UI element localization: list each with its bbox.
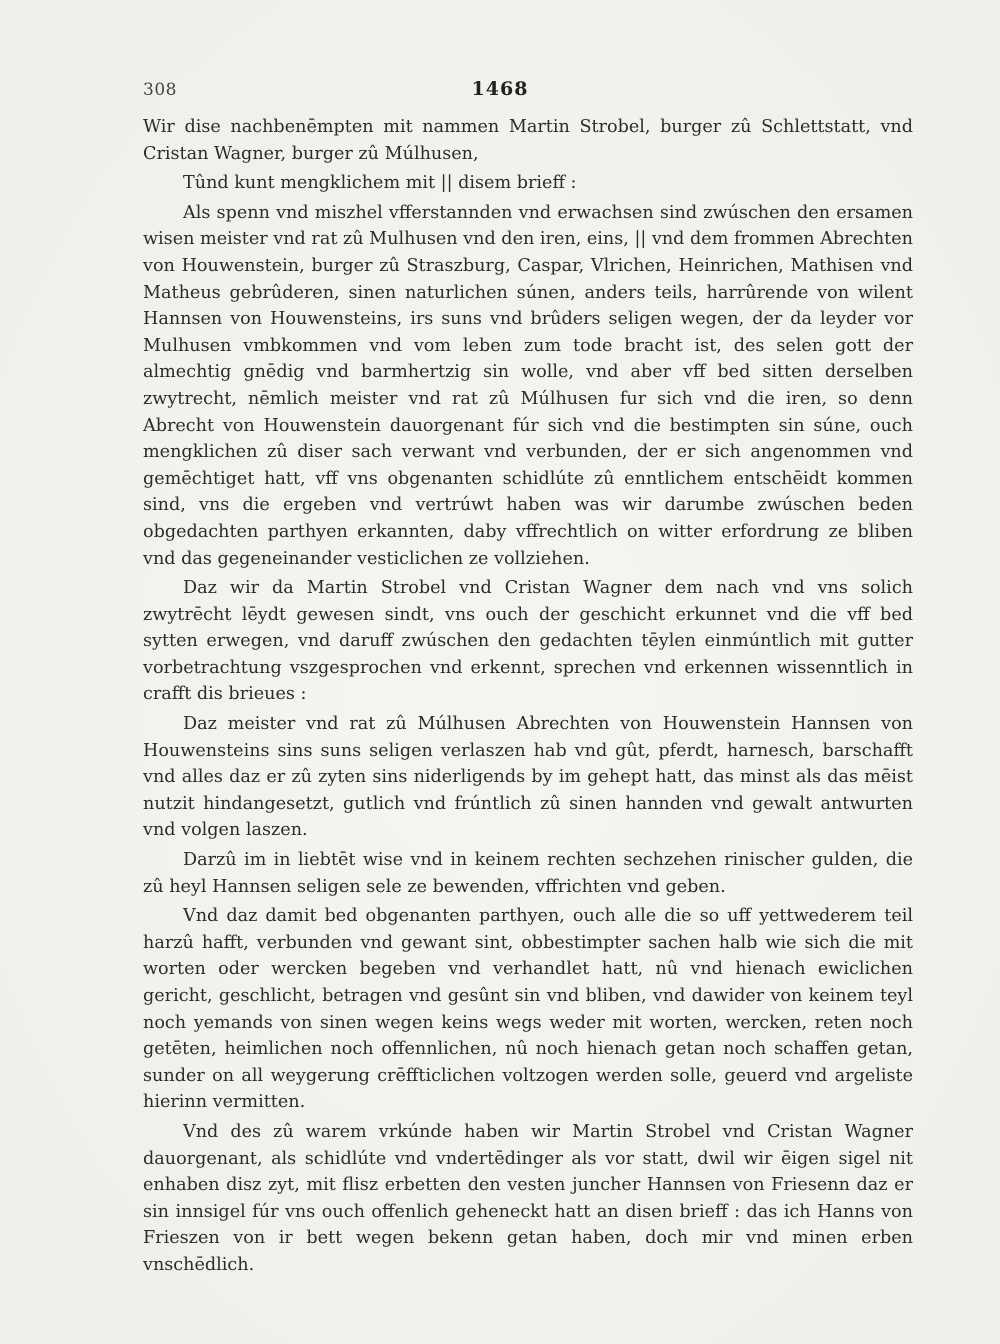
page-number: 308 bbox=[143, 80, 177, 100]
body-text bbox=[143, 114, 913, 1279]
paragraph-declaration: Tûnd kunt mengklichem mit || disem brieff : bbox=[183, 173, 577, 194]
paragraph-settlement: Vnd daz damit bed obgenanten parthyen, ouch alle die so uff yettwederem teil harzû hafft, verbunden vnd gewant sint, obbestimpter sachen halb wie sich die mit worten oder wercken begeben vnd verhandlet hatt, nû vnd hienach ewiclichen gericht, geschlicht, betragen vnd gesûnt sin vnd bliben, vnd dawider von keinem teyl noch yemands von sinen wegen keins wegs weder mit worten, wercken, reten noch getēten, heimlichen noch offennlichen, nû noch hienach getan noch schaffen getan, sunder on all weygerung crēffticlichen voltzogen werden solle, geuerd vnd argeliste hierinn vermitten. bbox=[143, 906, 913, 1113]
paragraph-dispute: Als spenn vnd miszhel vfferstannden vnd erwachsen sind zwúschen den ersamen wisen meister vnd rat zû Mulhusen vnd den iren, eins, || vnd dem frommen Abrechten von Houwenstein, burger zû Straszburg, Caspar, Vlrichen, Heinrichen, Mathisen vnd Matheus gebrûderen, sinen naturlichen súnen, anders teils, harrûrende von wilent Hannsen von Houwensteins, irs suns vnd brûders seligen wegen, der da leyder vor Mulhusen vmbkommen vnd vom leben zum tode bracht ist, des selen gott der almechtig gnēdig vnd barmhertzig sin wolle, vnd aber vff bed sitten derselben zwytrecht, nēmlich meister vnd rat zû Múlhusen fur sich vnd die iren, so denn Abrecht von Houwenstein dauorgenant fúr sich vnd die bestimpten sin súne, ouch mengklichen zû diser sach verwant vnd verbunden, der er sich angenommen vnd gemēchtiget hatt, vff vns obgenanten schidlúte zû enntlichem entschēidt kommen sind, vns die ergeben vnd vertrúwt haben was wir darumbe zwúschen beden obgedachten parthyen erkannten, daby vffrechtlich on witter erfordrung ze bliben vnd das gegeneinander vesticlichen ze vollziehen. bbox=[143, 202, 913, 569]
paragraph-arbitration: Daz wir da Martin Strobel vnd Cristan Wagner dem nach vnd vns solich zwytrēcht lēydt gewesen sindt, vns ouch der geschicht erkunnet vnd die vff bed sytten erwegen, vnd daruff zwúschen den gedachten tēylen einmúntlich mit gutter vorbetrachtung vszgesprochen vnd erkennt, sprechen vnd erkennen wissenntlich in crafft dis brieues : bbox=[143, 578, 913, 705]
paragraph-seal: Vnd des zû warem vrkúnde haben wir Martin Strobel vnd Cristan Wagner dauorgenant, als schidlúte vnd vndertēdinger als vor statt, dwil wir ēigen sigel nit enhaben disz zyt, mit flisz erbetten den vesten juncher Hannsen von Friesenn daz er sin innsigel fúr vns ouch offenlich geheneckt hatt an disen brieff : das ich Hanns von Frieszen von ir bett wegen bekenn getan haben, doch mir vnd minen erben vnschēdlich. bbox=[143, 1121, 913, 1275]
paragraph-payment: Darzû im in liebtēt wise vnd in keinem rechten sechzehen rinischer gulden, die zû heyl Hannsen seligen sele ze bewenden, vffrichten vnd geben. bbox=[143, 850, 913, 897]
paragraph-intro: Wir dise nachbenēmpten mit nammen Martin Strobel, burger zû Schlettstatt, vnd Cristan Wagner, burger zû Múlhusen, bbox=[143, 117, 913, 164]
running-head-year: 1468 bbox=[471, 78, 529, 100]
paragraph-restitution: Daz meister vnd rat zû Múlhusen Abrechten von Houwenstein Hannsen von Houwensteins sins suns seligen verlaszen hab vnd gût, pferdt, harnesch, barschafft vnd alles daz er zû zyten sins niderligends by im gehept hatt, das minst als das mēist nutzit hindangesetzt, gutlich vnd frúntlich zû sinen hannden vnd gewalt antwurten vnd volgen laszen. bbox=[143, 714, 913, 841]
